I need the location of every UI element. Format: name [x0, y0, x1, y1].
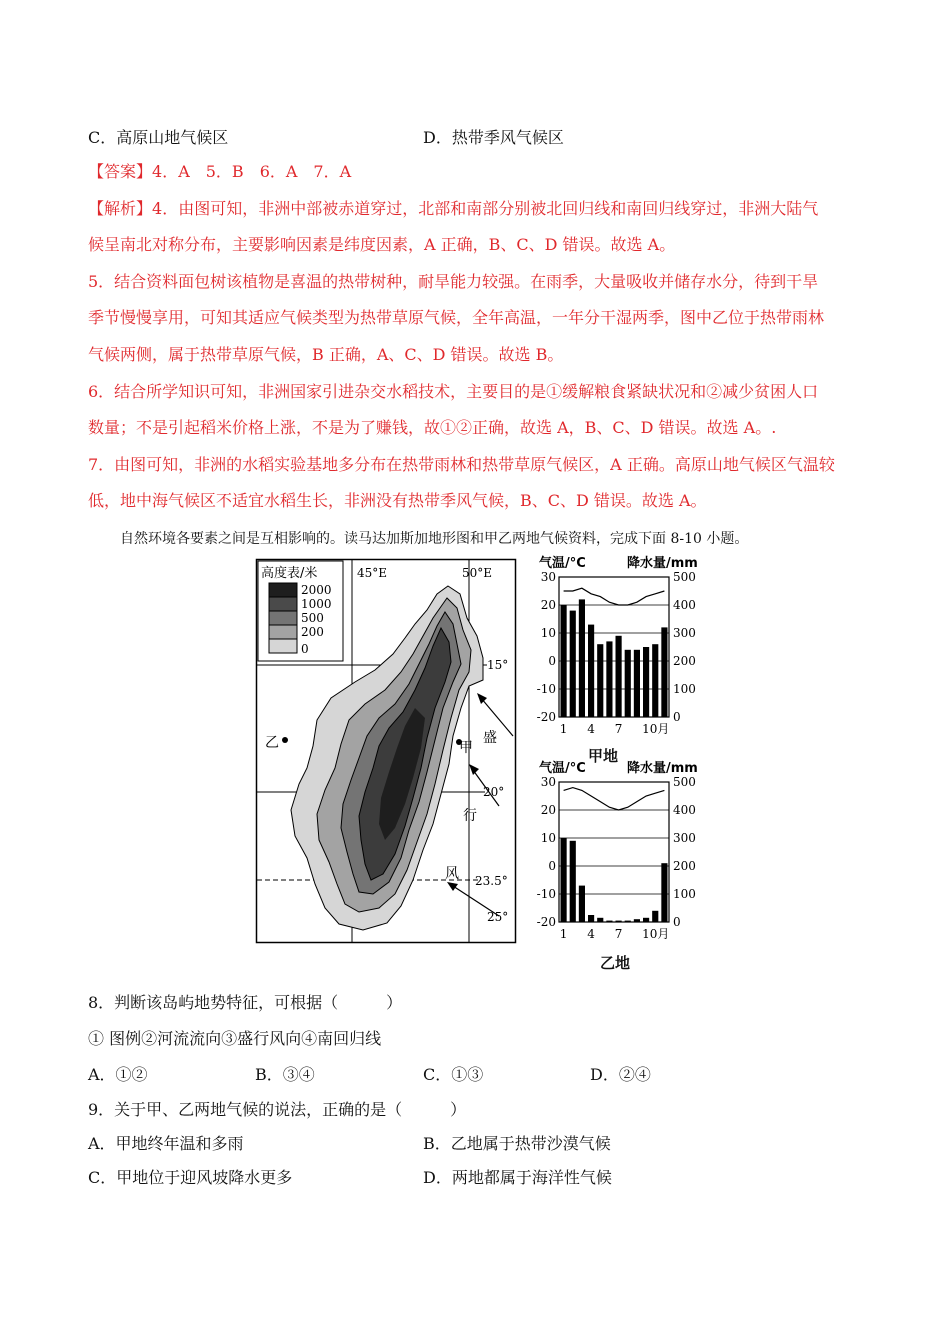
- temp-tick-label: 10: [540, 626, 556, 640]
- wind-char: 盛: [483, 730, 497, 746]
- month-tick-label: 4: [587, 927, 595, 941]
- q9-stem: 9．关于甲、乙两地气候的说法，正确的是（ ）: [88, 1100, 467, 1119]
- precip-bar: [561, 605, 567, 717]
- legend-level: 200: [301, 625, 324, 639]
- q8-option-a: A．①②: [88, 1065, 148, 1084]
- precip-bar: [616, 921, 622, 922]
- q7-option-c: C．高原山地气候区: [88, 128, 229, 147]
- temp-axis-title: 气温/°C: [539, 761, 586, 776]
- q9-option-c: C．甲地位于迎风坡降水更多: [88, 1168, 293, 1187]
- month-tick-label: 1: [559, 927, 568, 941]
- caption-yi: 乙地: [600, 954, 631, 972]
- temperature-line: [564, 788, 665, 810]
- q9-option-a: A．甲地终年温和多雨: [88, 1134, 244, 1153]
- place-jia: 甲: [459, 740, 473, 756]
- precip-bar: [570, 611, 576, 717]
- precip-bar: [652, 911, 658, 922]
- lat-label-23-5: 23.5°: [475, 874, 508, 888]
- temp-tick-label: -10: [536, 887, 556, 901]
- analysis-line-8: 7．由图可知，非洲的水稻实验基地多分布在热带雨林和热带草原气候区，A 正确。高原山地气候区气温较: [88, 455, 835, 474]
- analysis-line-7: 数量；不是引起稻米价格上涨，不是为了赚钱，故①②正确，故选 A，B、C、D 错误。故选 A。.: [88, 418, 777, 437]
- lat-label-15: 15°: [487, 658, 509, 672]
- precip-bar: [661, 863, 667, 922]
- month-tick-label: 7: [614, 927, 623, 941]
- month-tick-label: 10月: [642, 927, 670, 941]
- temp-tick-label: 0: [548, 654, 556, 668]
- temp-tick-label: -20: [536, 915, 556, 929]
- analysis-label: 【解析】: [88, 199, 153, 218]
- wind-char: 行: [463, 808, 477, 824]
- legend-level: 500: [301, 611, 324, 625]
- precip-tick-label: 400: [673, 598, 696, 612]
- q8-option-c: C．①③: [423, 1065, 484, 1084]
- precip-bar: [579, 886, 585, 922]
- legend-title: 高度表/米: [261, 566, 318, 581]
- legend-level: 0: [301, 642, 309, 656]
- caption-jia: 甲地: [588, 747, 619, 765]
- precip-bar: [606, 921, 612, 922]
- temp-axis-title: 气温/°C: [539, 556, 586, 571]
- analysis-line-2: 候呈南北对称分布，主要影响因素是纬度因素，A 正确，B、C、D 错误。故选 A。: [88, 235, 676, 254]
- q8-option-b: B．③④: [255, 1065, 315, 1084]
- precip-bar: [561, 838, 567, 922]
- temp-tick-label: 30: [540, 570, 556, 584]
- analysis-line-1: [88, 199, 818, 219]
- precip-tick-label: 400: [673, 803, 696, 817]
- month-tick-label: 10月: [642, 722, 670, 736]
- q8-stem: 8．判断该岛屿地势特征，可根据（ ）: [88, 993, 403, 1012]
- lat-label-25: 25°: [487, 910, 509, 924]
- analysis-line-6: 6．结合所学知识可知，非洲国家引进杂交水稻技术，主要目的是①缓解粮食紧缺状况和②减少贫困人口: [88, 382, 819, 401]
- precip-bar: [616, 636, 622, 717]
- precip-tick-label: 300: [673, 831, 696, 845]
- temp-tick-label: 10: [540, 831, 556, 845]
- analysis-line-3: 5．结合资料面包树该植物是喜温的热带树种，耐旱能力较强。在雨季，大量吸收并储存水分，待到干旱: [88, 272, 819, 291]
- precip-tick-label: 500: [673, 570, 696, 584]
- month-tick-label: 7: [614, 722, 623, 736]
- precip-bar: [597, 644, 603, 717]
- precip-tick-label: 200: [673, 654, 696, 668]
- precip-bar: [625, 921, 631, 922]
- precip-bar: [579, 599, 585, 717]
- precip-bar: [643, 918, 649, 922]
- precip-bar: [634, 919, 640, 922]
- precip-bar: [570, 841, 576, 922]
- lon-label-50: 50°E: [462, 566, 493, 580]
- analysis-line-9: 低，地中海气候区不适宜水稻生长，非洲没有热带季风气候，B、C、D 错误。故选 A。: [88, 491, 707, 510]
- precip-bar: [652, 644, 658, 717]
- precip-bar: [625, 650, 631, 717]
- analysis-text: 4．由图可知，非洲中部被赤道穿过，北部和南部分别被北回归线和南回归线穿过，非洲大陆气: [152, 199, 819, 218]
- temp-tick-label: 20: [540, 803, 556, 817]
- month-tick-label: 4: [587, 722, 595, 736]
- precip-bar: [661, 627, 667, 717]
- q7-option-d: D．热带季风气候区: [423, 128, 564, 147]
- q8-option-d: D．②④: [590, 1065, 651, 1084]
- precip-bar: [597, 918, 603, 922]
- precip-bar: [643, 647, 649, 717]
- legend-level: 1000: [301, 597, 332, 611]
- answer-line: [88, 162, 351, 182]
- precip-tick-label: 0: [673, 915, 681, 929]
- legend-level: 2000: [301, 583, 332, 597]
- temp-tick-label: 0: [548, 859, 556, 873]
- q9-option-b: B．乙地属于热带沙漠气候: [423, 1134, 611, 1153]
- precip-bar: [588, 915, 594, 922]
- climate-chart-jia: [535, 555, 715, 755]
- lat-label-20: 20°: [483, 785, 505, 799]
- precip-bar: [634, 650, 640, 717]
- month-tick-label: 1: [559, 722, 568, 736]
- q9-option-d: D．两地都属于海洋性气候: [423, 1168, 612, 1187]
- precip-axis-title: 降水量/mm: [627, 556, 698, 571]
- precip-tick-label: 100: [673, 887, 696, 901]
- answer-label: 【答案】: [88, 162, 153, 181]
- lon-label-45: 45°E: [357, 566, 388, 580]
- precip-bar: [606, 641, 612, 717]
- precip-axis-title: 降水量/mm: [627, 761, 698, 776]
- temp-tick-label: 30: [540, 775, 556, 789]
- precip-bar: [588, 625, 594, 717]
- precip-tick-label: 0: [673, 710, 681, 724]
- temp-tick-label: -20: [536, 710, 556, 724]
- precip-tick-label: 300: [673, 626, 696, 640]
- q8-items: ① 图例②河流流向③盛行风向④南回归线: [88, 1029, 382, 1048]
- temperature-line: [564, 588, 665, 605]
- precip-tick-label: 100: [673, 682, 696, 696]
- wind-char: 风: [445, 866, 459, 882]
- precip-tick-label: 500: [673, 775, 696, 789]
- place-yi: 乙: [265, 735, 279, 751]
- madagascar-map: [255, 558, 517, 944]
- analysis-line-5: 气候两侧，属于热带草原气候，B 正确，A、C、D 错误。故选 B。: [88, 345, 564, 364]
- answer-text: 4．A 5．B 6．A 7．A: [152, 162, 352, 181]
- temp-tick-label: -10: [536, 682, 556, 696]
- precip-tick-label: 200: [673, 859, 696, 873]
- climate-chart-yi: [535, 760, 715, 960]
- analysis-line-4: 季节慢慢享用，可知其适应气候类型为热带草原气候，全年高温，一年分干湿两季，图中乙位于热带雨林: [88, 308, 825, 327]
- question-intro: 自然环境各要素之间是互相影响的。读马达加斯加地形图和甲乙两地气候资料，完成下面 8-10 小题。: [120, 531, 749, 547]
- temp-tick-label: 20: [540, 598, 556, 612]
